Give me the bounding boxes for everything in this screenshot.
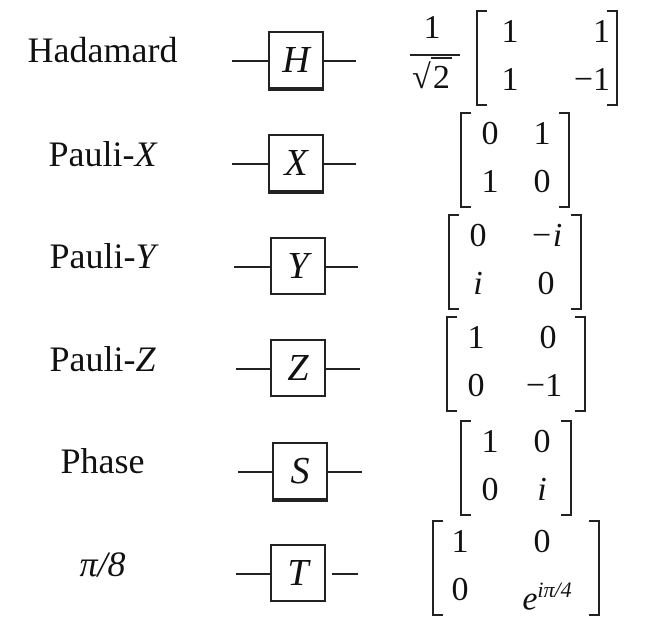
bracket-left [460,420,471,516]
matrix-cell: 0 [533,523,551,560]
gate-name-prefix: Pauli- [49,339,136,379]
gate-name [0,236,205,276]
gate-name: Hadamard [27,30,178,70]
matrix-cell: 0 [481,471,499,508]
bracket-left [460,112,471,208]
matrix-cell: −1 [573,61,610,98]
gate-name: π/8 [79,544,126,584]
matrix-cell: 0 [533,423,551,460]
matrix-cell: 0 [467,367,485,404]
matrix-cell: 1 [451,523,469,560]
exp-superscript: iπ/4 [537,577,572,602]
wire-right [328,471,362,473]
wire-left [232,60,270,62]
bracket-right [561,420,572,516]
wire-right [326,368,360,370]
bracket-left [446,316,457,412]
matrix-cell: 0 [533,163,551,200]
matrix-cell: 1 [481,423,499,460]
wire-right [324,163,356,165]
wire-left [236,368,272,370]
matrix-cell: 0 [537,265,555,302]
wire-right [326,266,358,268]
gate-name [0,339,205,379]
bracket-right [559,112,570,208]
gate-name-var: Y [135,236,156,276]
matrix-cell: i [537,471,547,508]
gate-name-prefix: Pauli- [49,236,136,276]
gate-box-s: S [272,442,328,500]
prefactor-numerator: 1 [423,9,441,46]
matrix-cell: 1 [501,61,519,98]
gate-box-t: T [270,544,326,602]
bracket-right [575,316,586,412]
matrix-cell: 0 [451,571,469,608]
matrix-cell: 1 [501,13,519,50]
matrix-pi-8 [432,520,600,618]
matrix-cell: −1 [525,367,563,404]
matrix-cell: 0 [469,217,487,254]
matrix-pauli-y [448,214,582,308]
wire-left [238,471,274,473]
gate-box-x: X [268,134,324,192]
prefactor-denominator [402,58,462,98]
matrix-cell: 0 [481,115,499,152]
matrix-pauli-x [460,112,570,206]
wire-right [332,573,358,575]
bracket-left [476,10,487,106]
matrix-cell: 1 [593,13,610,50]
matrix-cell: 1 [467,319,485,356]
wire-left [236,573,272,575]
matrix-hadamard [476,10,618,104]
gate-box-h: H [268,31,324,89]
wire-right [324,60,356,62]
wire-left [234,266,272,268]
matrix-phase [460,420,572,514]
wire-left [232,163,270,165]
gate-name: Phase [60,441,145,481]
matrix-cell: −i [529,217,563,254]
matrix-cell: 0 [539,319,557,356]
gate-name-var: Z [135,339,156,379]
gate-name-var: X [134,134,157,174]
gate-box-z: Z [270,339,326,397]
fraction-bar [410,54,460,56]
bracket-left [448,214,459,310]
gate-name [0,134,205,174]
matrix-cell: i [473,265,483,302]
sqrt-radicand: 2 [432,59,450,96]
exp-base: e [522,580,538,618]
sqrt-symbol: √ [412,59,431,96]
gate-name-prefix: Pauli- [48,134,135,174]
matrix-cell-exp [502,570,592,619]
prefactor [402,8,462,108]
gate-box-y: Y [270,237,326,295]
matrix-cell: 1 [533,115,551,152]
matrix-cell: 1 [481,163,499,200]
matrix-pauli-z [446,316,586,410]
